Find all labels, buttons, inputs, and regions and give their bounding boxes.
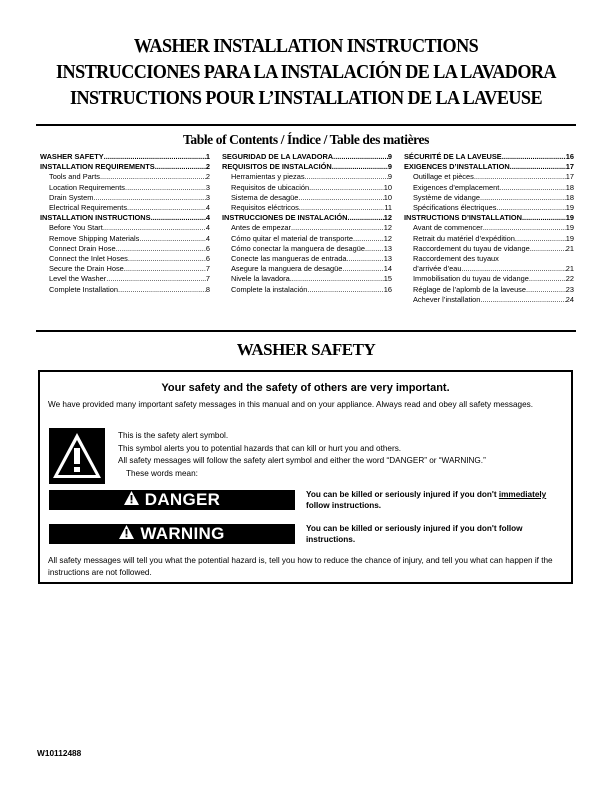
safety-box [38, 370, 573, 584]
toc-entry-page: 13 [383, 254, 392, 264]
toc-entry-title: Outillage et pièces [413, 172, 474, 182]
toc-entry [40, 223, 210, 233]
safety-intro: We have provided many important safety messages in this manual and on your appliance. Always read and obey all safety messages. [48, 400, 533, 409]
toc-entry-page: 1 [205, 152, 210, 161]
toc-entry [222, 193, 392, 203]
title-french: INSTRUCTIONS POUR L’INSTALLATION DE LA LAVEUSE [69, 88, 543, 109]
toc-leader [526, 285, 566, 295]
warning-triangle-icon [119, 524, 134, 544]
toc-entry [222, 254, 392, 264]
toc-entry [222, 274, 392, 284]
toc-leader [510, 162, 566, 172]
toc-entry-title: Remove Shipping Materials [49, 233, 140, 243]
toc-leader [155, 162, 206, 172]
toc-leader [348, 213, 384, 223]
toc-entry-page: 4 [205, 223, 210, 233]
toc-section [404, 152, 574, 162]
toc-entry-title: INSTRUCCIONES DE INSTALACIÓN [222, 213, 348, 223]
toc-leader [483, 223, 566, 233]
toc-entry-page: 21 [565, 243, 574, 253]
toc-leader [461, 264, 565, 274]
toc-entry-title: Requisitos de ubicación [231, 182, 310, 192]
toc-entry [404, 223, 574, 233]
toc-entry [404, 274, 574, 284]
toc-entry [222, 183, 392, 193]
toc-leader [100, 172, 206, 182]
toc-entry [222, 285, 392, 295]
toc-entry [222, 172, 392, 182]
toc-section [222, 213, 392, 223]
toc-entry-title: Retrait du matériel d’expédition [413, 233, 515, 243]
warning-description: You can be killed or seriously injured if you don't follow instructions. [306, 524, 523, 544]
toc-entry [40, 244, 210, 254]
toc-entry [40, 183, 210, 193]
toc-entry-page: 19 [565, 223, 574, 233]
toc-section [40, 152, 210, 162]
toc-entry-title: INSTRUCTIONS D’INSTALLATION [404, 213, 522, 223]
toc-entry-page: 21 [565, 264, 574, 274]
toc-entry-page: 2 [205, 172, 210, 182]
danger-text-end: follow instructions. [306, 500, 382, 510]
alert-line: This is the safety alert symbol. [118, 431, 229, 440]
toc-entry [40, 193, 210, 203]
toc-entry-page: 12 [383, 213, 392, 223]
toc-entry-title: Requisitos eléctricos [231, 203, 299, 213]
toc-section [404, 162, 574, 172]
toc-leader [499, 183, 565, 193]
toc-leader [332, 162, 388, 172]
toc-entry-page: 18 [565, 192, 574, 202]
toc-entry-title: Conecte las mangueras de entrada [231, 254, 347, 264]
toc-leader [104, 152, 206, 162]
toc-entry-title: Connect the Inlet Hoses [49, 254, 128, 264]
toc-entry-title: Immobilisation du tuyau de vidange [413, 274, 529, 284]
toc-column-spanish [222, 152, 392, 305]
warning-banner [49, 524, 295, 544]
toc-entry [40, 254, 210, 264]
toc-entry [40, 172, 210, 182]
toc-entry [404, 193, 574, 203]
toc-entry-title: Raccordement des tuyaux [413, 254, 499, 264]
toc-entry-page: 23 [565, 284, 574, 294]
toc-entry-title-cont: d’arrivée d’eau [413, 264, 462, 274]
toc-entry-page: 4 [205, 203, 210, 213]
safety-alert-description [118, 430, 558, 480]
toc-entry-title: Réglage de l’aplomb de la laveuse [413, 284, 526, 294]
toc-entry [40, 234, 210, 244]
table-of-contents [40, 152, 574, 305]
toc-entry-page: 19 [565, 203, 574, 213]
title-english: WASHER INSTALLATION INSTRUCTIONS [133, 36, 479, 57]
toc-entry-title: Achever l’installation [413, 294, 481, 304]
toc-entry-page: 9 [387, 162, 392, 172]
toc-leader [480, 295, 565, 305]
toc-entry-title: Complete Installation [49, 284, 119, 294]
toc-entry-title: INSTALLATION INSTRUCTIONS [40, 213, 151, 223]
toc-leader [305, 172, 388, 182]
toc-entry-title: Herramientas y piezas [231, 172, 305, 182]
toc-entry-title: Connect Drain Hose [49, 243, 116, 253]
toc-entry [222, 203, 392, 213]
toc-entry-page: 10 [383, 182, 392, 192]
toc-entry-page: 13 [383, 243, 392, 253]
toc-entry-page: 17 [565, 172, 574, 182]
toc-leader [502, 152, 566, 162]
toc-entry-page: 22 [565, 274, 574, 284]
toc-entry-page: 12 [383, 223, 392, 233]
toc-entry-page: 6 [205, 243, 210, 253]
toc-entry-title: Asegure la manguera de desagüe [231, 264, 343, 274]
toc-section [222, 152, 392, 162]
toc-entry-page: 4 [205, 233, 210, 243]
toc-leader [309, 183, 384, 193]
toc-entry-page: 9 [387, 152, 392, 161]
toc-leader [299, 203, 385, 213]
toc-entry-page: 15 [383, 274, 392, 284]
toc-leader [125, 183, 206, 193]
alert-line: These words mean: [126, 468, 198, 478]
toc-entry-title: Before You Start [49, 223, 103, 233]
toc-entry [404, 295, 574, 305]
title-spanish: INSTRUCCIONES PARA LA INSTALACIÓN DE LA LAVADORA [56, 62, 556, 83]
toc-entry-page: 9 [387, 172, 392, 182]
toc-entry [40, 264, 210, 274]
toc-entry-page: 19 [565, 213, 574, 223]
toc-entry-title: SÉCURITÉ DE LA LAVEUSE [404, 152, 502, 161]
toc-leader [307, 285, 383, 295]
toc-column-french [404, 152, 574, 305]
toc-leader [522, 213, 566, 223]
toc-entry [222, 223, 392, 233]
divider-middle [36, 330, 576, 332]
danger-banner [49, 490, 295, 510]
toc-leader [298, 193, 383, 203]
toc-entry-title: Antes de empezar [231, 223, 291, 233]
toc-leader [530, 244, 566, 254]
safety-footer: All safety messages will tell you what the potential hazard is, tell you how to reduce the chance of injury, and tell you what can happen if the instructions are not followed. [48, 556, 553, 577]
toc-entry-title: WASHER SAFETY [40, 152, 104, 161]
toc-entry [222, 264, 392, 274]
toc-entry-page: 17 [565, 162, 574, 172]
safety-alert-icon [49, 428, 105, 484]
toc-entry-title: Tools and Parts [49, 172, 100, 182]
toc-leader [353, 234, 384, 244]
toc-entry-title: Avant de commencer [413, 223, 483, 233]
warning-triangle-icon [124, 490, 139, 510]
toc-entry-title: Cómo conectar la manguera de desagüe [231, 243, 365, 253]
toc-entry-title: Drain System [49, 192, 94, 202]
toc-entry-page: 16 [565, 152, 574, 161]
toc-entry-page: 14 [383, 264, 392, 274]
toc-leader [124, 264, 206, 274]
toc-leader [128, 254, 206, 264]
toc-entry-page: 7 [205, 264, 210, 274]
toc-leader [118, 285, 206, 295]
toc-entry-title: Electrical Requirements [49, 203, 128, 213]
toc-column-english [40, 152, 210, 305]
toc-entry-title: SEGURIDAD DE LA LAVADORA [222, 152, 334, 161]
toc-leader [496, 203, 565, 213]
toc-entry [40, 203, 210, 213]
toc-entry-title: Complete la instalación [231, 284, 308, 294]
toc-leader [93, 193, 206, 203]
toc-entry-page: 8 [205, 284, 210, 294]
toc-entry-title: Secure the Drain Hose [49, 264, 124, 274]
toc-entry-title: Level the Washer [49, 274, 107, 284]
danger-text-emphasis: immediately [498, 490, 547, 499]
toc-leader [106, 274, 206, 284]
toc-leader [480, 193, 566, 203]
toc-entry-page: 19 [565, 233, 574, 243]
toc-entry [404, 244, 574, 254]
section-title-washer-safety: WASHER SAFETY [236, 340, 376, 359]
toc-entry [404, 285, 574, 295]
toc-entry [404, 254, 574, 274]
toc-entry [404, 172, 574, 182]
document-code: W10112488 [37, 748, 82, 758]
warning-label: WARNING [140, 524, 225, 543]
toc-entry-page: 3 [205, 182, 210, 192]
toc-entry-title: Exigences d’emplacement [413, 182, 500, 192]
toc-leader [365, 244, 384, 254]
toc-leader [529, 274, 566, 284]
toc-entry [222, 234, 392, 244]
toc-entry-title: Nivele la lavadora [231, 274, 290, 284]
toc-entry-page: 16 [383, 284, 392, 294]
toc-leader [139, 234, 206, 244]
toc-entry-page: 12 [383, 233, 392, 243]
divider-top [36, 124, 576, 126]
danger-description [306, 490, 568, 511]
danger-label: DANGER [144, 490, 221, 509]
danger-text: You can be killed or seriously injured if you don't [306, 490, 499, 499]
toc-leader [515, 234, 566, 244]
toc-entry-title: Location Requirements [49, 182, 126, 192]
toc-entry-title: REQUISITOS DE INSTALACIÓN [222, 162, 332, 172]
toc-entry-title: Sistema de desagüe [231, 192, 299, 202]
toc-section [404, 213, 574, 223]
toc-entry [222, 244, 392, 254]
toc-entry-title: Raccordement du tuyau de vidange [413, 243, 530, 253]
toc-leader [346, 254, 383, 264]
toc-leader [151, 213, 206, 223]
toc-entry [40, 274, 210, 284]
alert-line: This symbol alerts you to potential hazards that can kill or hurt you and others. [118, 443, 402, 453]
toc-entry [40, 285, 210, 295]
toc-leader [291, 223, 384, 233]
toc-entry-title: EXIGENCES D’INSTALLATION [404, 162, 510, 172]
toc-entry-title: Spécifications électriques [413, 203, 497, 213]
toc-heading: Table of Contents / Índice / Table des matières [183, 132, 429, 147]
toc-leader [103, 223, 206, 233]
toc-leader [474, 172, 566, 182]
alert-line: All safety messages will follow the safety alert symbol and either the word “DANGER” or “WARNING.” [118, 456, 486, 466]
toc-entry [404, 234, 574, 244]
toc-entry-page: 3 [205, 192, 210, 202]
toc-leader [333, 152, 388, 162]
toc-entry-page: 4 [205, 213, 210, 223]
toc-section [222, 162, 392, 172]
toc-entry [404, 203, 574, 213]
toc-section [40, 213, 210, 223]
toc-entry-page: 10 [383, 192, 392, 202]
toc-entry-page: 24 [565, 294, 574, 304]
toc-entry-page: 2 [205, 162, 210, 172]
toc-entry-page: 6 [205, 254, 210, 264]
document-title [0, 34, 612, 112]
toc-entry-page: 18 [565, 182, 574, 192]
toc-leader [116, 244, 206, 254]
toc-entry [404, 183, 574, 193]
safety-box-heading: Your safety and the safety of others are very important. [161, 382, 450, 394]
toc-section [40, 162, 210, 172]
toc-leader [127, 203, 206, 213]
toc-entry-page: 7 [205, 274, 210, 284]
toc-entry-title: Système de vidange [413, 192, 480, 202]
toc-entry-title: Cómo quitar el material de transporte [231, 233, 354, 243]
toc-entry-title: INSTALLATION REQUIREMENTS [40, 162, 155, 172]
toc-leader [290, 274, 384, 284]
toc-leader [342, 264, 383, 274]
toc-entry-page: 11 [384, 203, 392, 213]
